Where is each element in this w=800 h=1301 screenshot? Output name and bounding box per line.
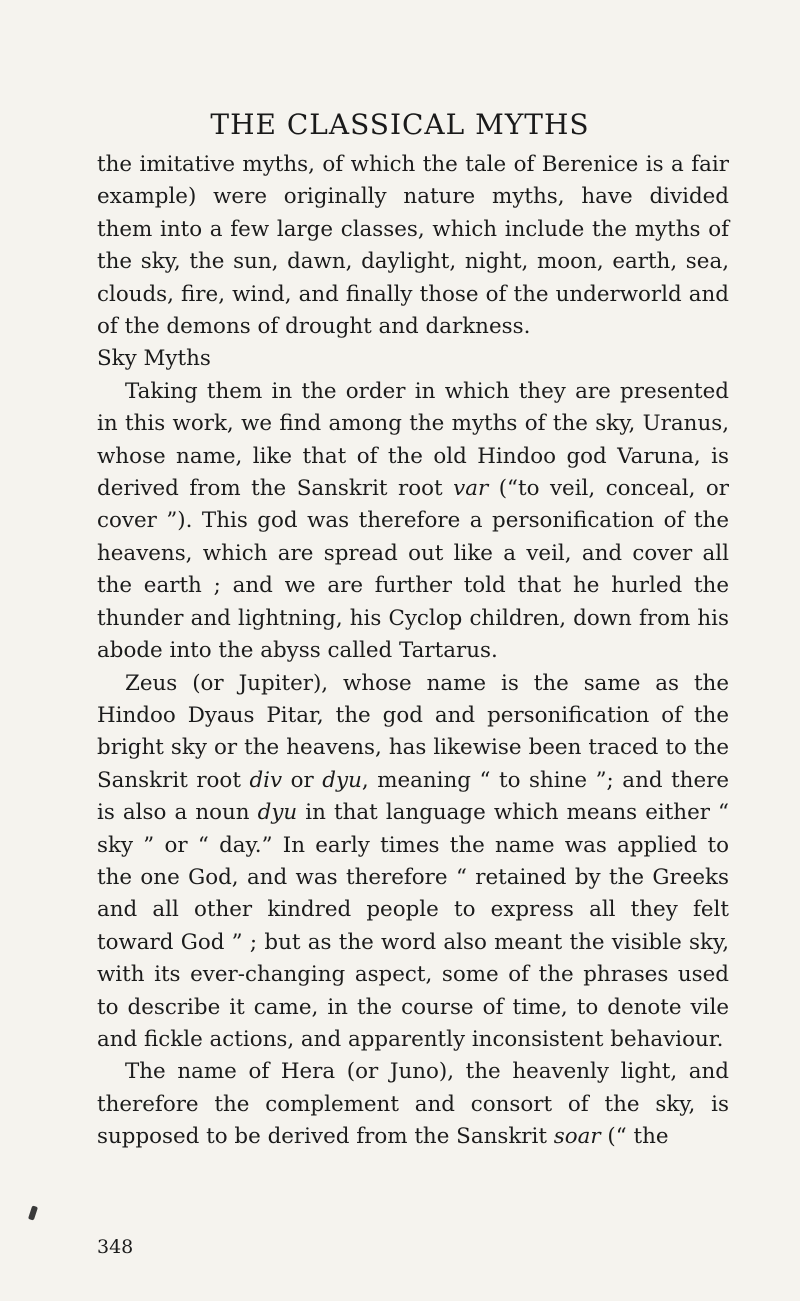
sanskrit-root-var: var (453, 476, 489, 502)
paragraph-continuation: the imitative myths, of which the tale of Berenice is a fair example) were originally nature myths, have divided them into a few large classes, which include the myths of the sky, the sun, dawn, daylight, night, moon, earth, sea, clouds, fire, wind, and finally those of the underworld and of the demons of drought and darkness. (97, 152, 729, 340)
paragraph-zeus-text-d: in that language which means either “ sky ” or “ day.” In early times the name was applied to the one God, and was therefore “ retained by the Greeks and all other kindred people to express all they felt toward God ” ; but as the word also meant the visible sky, with its ever-changing aspect, some of the phrases used to describe it came, in the course of time, to denote vile and fickle actions, and apparently inconsistent behaviour. (97, 800, 729, 1052)
paragraph-zeus-text-b: or (282, 767, 323, 793)
body-text (97, 149, 729, 1154)
ink-speck (28, 1205, 38, 1220)
sanskrit-root-dyu: dyu (322, 767, 362, 793)
paragraph-hera-text-b: (“ the (600, 1124, 669, 1150)
page-number: 348 (97, 1236, 134, 1258)
sanskrit-noun-dyu: dyu (257, 800, 298, 826)
paragraph-hera-text-a: The name of Hera (or Juno), the heavenly light, and therefore the complement and consort of the sky, is supposed to be derived from the Sanskrit (97, 1059, 729, 1150)
running-head: THE CLASSICAL MYTHS (210, 108, 590, 141)
section-heading: Sky Myths (97, 346, 211, 372)
paragraph-zeus-text-c: , meaning “ to shine ”; and there is also a noun (97, 767, 729, 826)
sanskrit-root-div: div (249, 767, 283, 793)
paragraph-uranus-text-a: Taking them in the order in which they are presented in this work, we find among the myths of the sky, Uranus, whose name, like that of the old Hindoo god Varuna, is derived from the Sanskrit root (97, 378, 729, 502)
sanskrit-root-soar: soar (553, 1124, 601, 1150)
paragraph-uranus (97, 376, 729, 668)
paragraph-zeus (97, 668, 729, 1057)
paragraph-hera (97, 1056, 729, 1153)
paragraph-zeus-text-a: Zeus (or Jupiter), whose name is the same as the Hindoo Dyaus Pitar, the god and personification of the bright sky or the heavens, has likewise been traced to the Sanskrit root (97, 670, 729, 793)
paragraph-uranus-text-b: (“to veil, conceal, or cover ”). This god was therefore a personification of the heavens, which are spread out like a veil, and cover all the earth ; and we are further told that he hurled the thunder and lightning, his Cyclop children, down from his abode into the abyss called Tartarus. (97, 476, 729, 664)
